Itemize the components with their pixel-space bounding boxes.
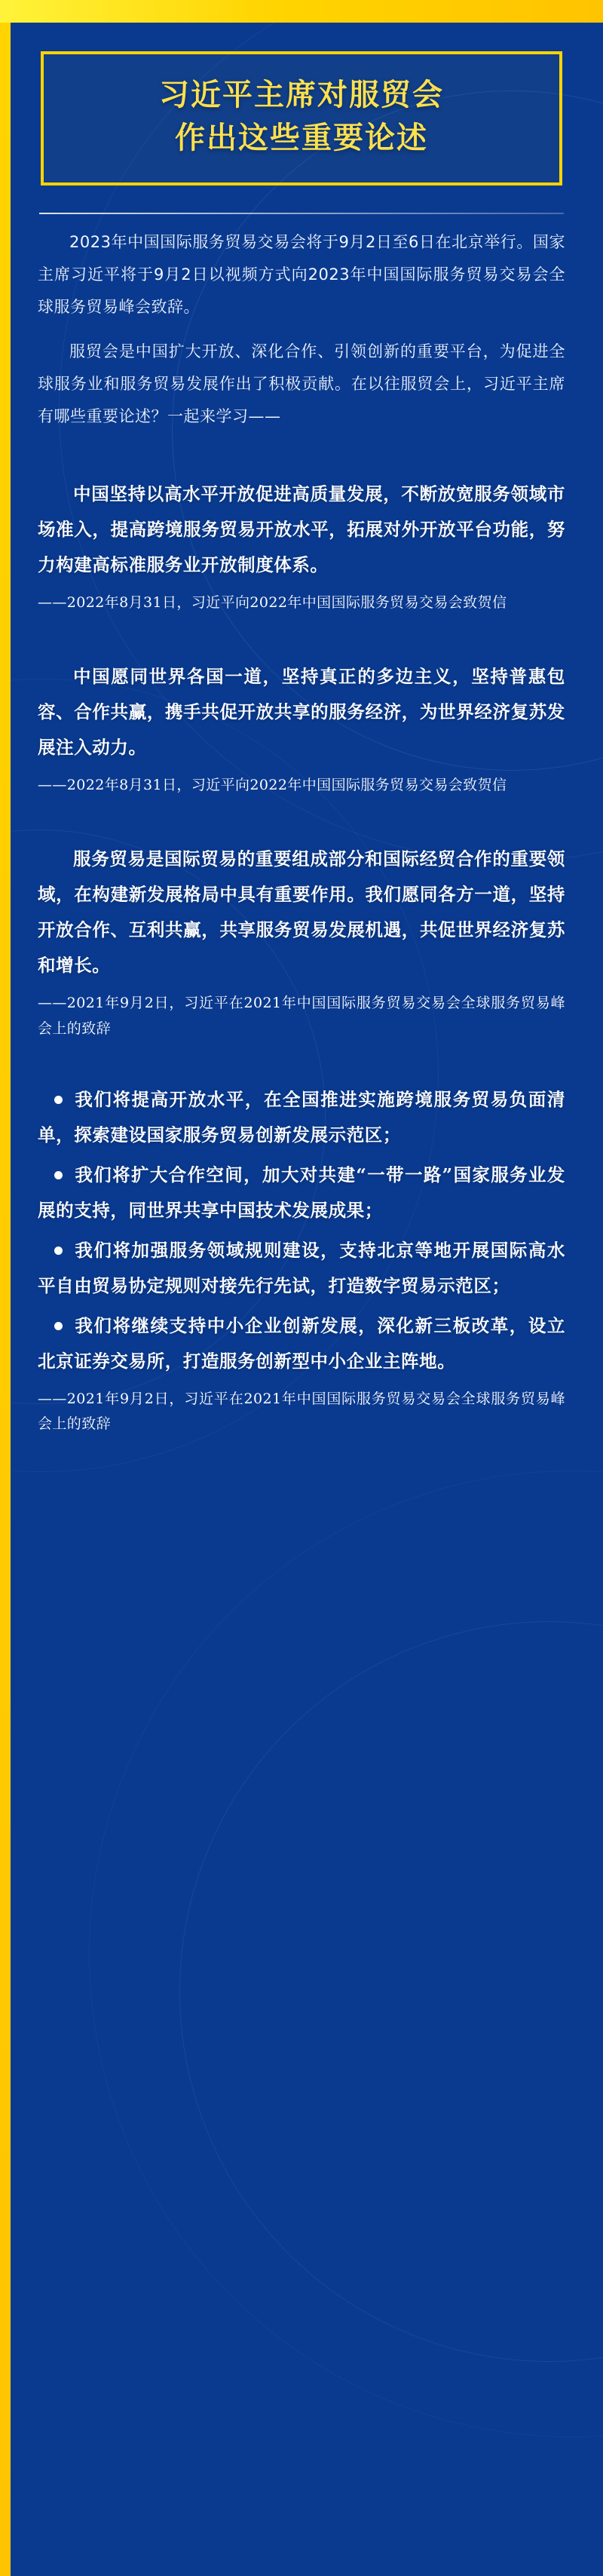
list-item bbox=[38, 1158, 565, 1228]
decorative-arc bbox=[179, 1621, 603, 2362]
bullet-dot-icon bbox=[54, 1322, 63, 1330]
list-item-text: 我们将扩大合作空间，加大对共建“一带一路”国家服务业发展的支持，同世界共享中国技术发展成果； bbox=[38, 1164, 565, 1221]
title-divider bbox=[39, 213, 564, 214]
list-item-text: 我们将加强服务领域规则建设，支持北京等地开展国际高水平自由贸易协定规则对接先行先试，打造数字贸易示范区； bbox=[38, 1239, 565, 1296]
quote-text-3: 服务贸易是国际贸易的重要组成部分和国际经贸合作的重要领域，在构建新发展格局中具有重要作用。我们愿同各方一道，坚持开放合作、互利共赢，共享服务贸易发展机遇，共促世界经济复苏和增长。 bbox=[38, 848, 565, 977]
quote-source-2: ——2022年8月31日，习近平向2022年中国国际服务贸易交易会致贺信 bbox=[38, 777, 507, 794]
list-item-text: 我们将继续支持中小企业创新发展，深化新三板改革，设立北京证券交易所，打造服务创新型中小企业主阵地。 bbox=[38, 1314, 565, 1372]
top-accent-bar bbox=[0, 0, 603, 23]
decorative-arc bbox=[89, 1470, 603, 2437]
quote-source-1: ——2022年8月31日，习近平向2022年中国国际服务贸易交易会致贺信 bbox=[38, 593, 507, 611]
poster-content bbox=[0, 51, 603, 1482]
bullet-list bbox=[38, 1082, 565, 1379]
list-item bbox=[38, 1233, 565, 1304]
list-item bbox=[38, 1082, 565, 1153]
list-item-text: 我们将提高开放水平，在全国推进实施跨境服务贸易负面清单，探索建设国家服务贸易创新发展示范区； bbox=[38, 1088, 565, 1145]
intro-paragraph-1: 2023年中国国际服务贸易交易会将于9月2日至6日在北京举行。国家主席习近平将于9月2日以视频方式向2023年中国国际服务贸易交易会全球服务贸易峰会致辞。 bbox=[38, 232, 565, 316]
quote-text-1: 中国坚持以高水平开放促进高质量发展，不断放宽服务领域市场准入，提高跨境服务贸易开放水平，拓展对外开放平台功能，努力构建高标准服务业开放制度体系。 bbox=[38, 483, 565, 575]
page-title-line-2: 作出这些重要论述 bbox=[175, 120, 428, 155]
title-box bbox=[41, 51, 562, 186]
quote-source-3: ——2021年9月2日，习近平在2021年中国国际服务贸易交易会全球服务贸易峰会上的致辞 bbox=[38, 995, 565, 1037]
page-title-line-1: 习近平主席对服贸会 bbox=[159, 78, 444, 112]
bullet-dot-icon bbox=[54, 1247, 63, 1255]
quote-text-2: 中国愿同世界各国一道，坚持真正的多边主义，坚持普惠包容、合作共赢，携手共促开放共享的服务经济，为世界经济复苏发展注入动力。 bbox=[38, 666, 565, 759]
bullet-list-source: ——2021年9月2日，习近平在2021年中国国际服务贸易交易会全球服务贸易峰会上的致辞 bbox=[38, 1390, 565, 1433]
bullet-dot-icon bbox=[54, 1171, 63, 1179]
bullet-dot-icon bbox=[54, 1096, 63, 1104]
intro-paragraph-2: 服贸会是中国扩大开放、深化合作、引领创新的重要平台，为促进全球服务业和服务贸易发展作出了积极贡献。在以往服贸会上，习近平主席有哪些重要论述？一起来学习—— bbox=[38, 342, 565, 425]
list-item bbox=[38, 1308, 565, 1379]
